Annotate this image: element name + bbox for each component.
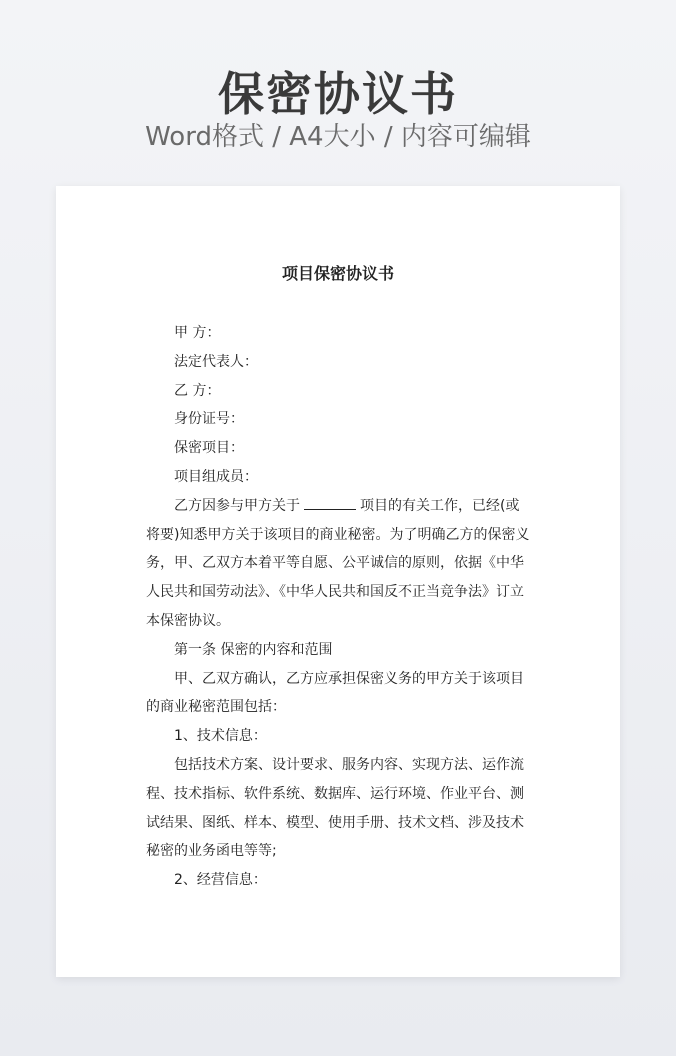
document-page bbox=[56, 186, 620, 977]
field-id-number: 身份证号： bbox=[174, 411, 244, 428]
document-body bbox=[146, 319, 532, 895]
intro-text-before-blank: 乙方因参与甲方关于 bbox=[174, 497, 300, 514]
item-2-heading: 2、经营信息： bbox=[174, 872, 267, 889]
intro-text-after-blank: 项目的有关工作，已经(或将要)知悉甲方关于该项目的商业秘密。为了明确乙方的保密义务，甲、乙双方本着平等自愿、公平诚信的原则，依据《中华人民共和国劳动法》、《中华人民共和国反不正当竞争法》订立本保密协议。 bbox=[146, 497, 530, 629]
field-confidential-project: 保密项目： bbox=[174, 440, 244, 457]
article-1-heading: 第一条 保密的内容和范围 bbox=[174, 641, 333, 658]
field-party-a: 甲 方： bbox=[174, 325, 221, 341]
field-party-b: 乙 方： bbox=[174, 382, 221, 399]
item-1-text: 包括技术方案、设计要求、服务内容、实现方法、运作流程、技术指标、软件系统、数据库、运行环境、作业平台、测试结果、图纸、样本、模型、使用手册、技术文档、涉及技术秘密的业务函电等等; bbox=[146, 756, 524, 860]
fill-in-blank bbox=[304, 495, 356, 510]
article-1-text: 甲、乙双方确认，乙方应承担保密义务的甲方关于该项目的商业秘密范围包括： bbox=[146, 670, 524, 716]
field-project-members: 项目组成员： bbox=[174, 468, 258, 485]
item-1-heading: 1、技术信息： bbox=[174, 728, 267, 745]
banner-subtitle: Word格式 / A4大小 / 内容可编辑 bbox=[145, 122, 531, 152]
banner-title: 保密协议书 bbox=[218, 67, 458, 121]
intro-paragraph bbox=[146, 492, 532, 636]
document-title: 项目保密协议书 bbox=[281, 264, 394, 283]
field-legal-representative: 法定代表人： bbox=[174, 353, 258, 370]
